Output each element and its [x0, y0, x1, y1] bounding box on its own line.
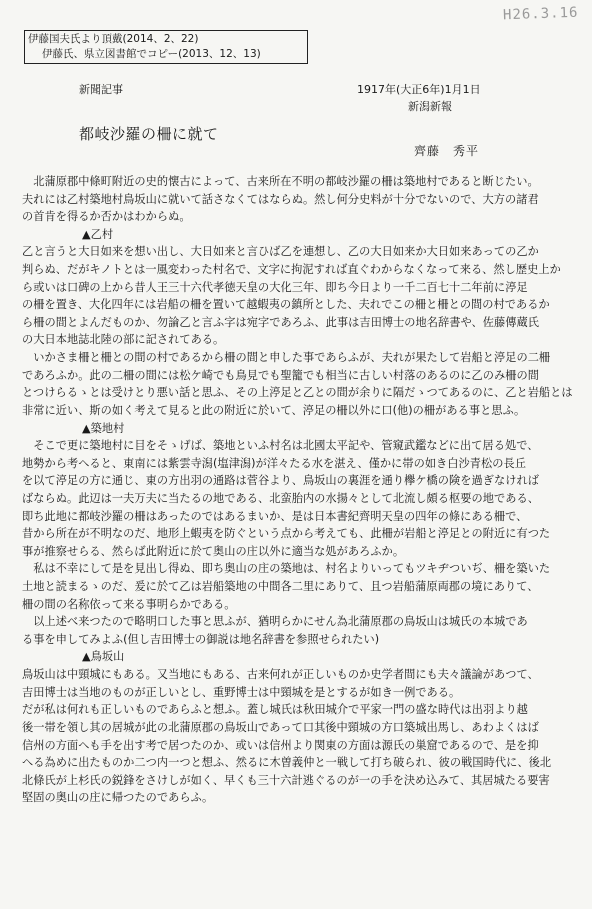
- body-line: 地勢から考へると、東南には紫雲寺潟(塩津潟)が洋々たる水を湛え、僅かに帯の如き白沙青松の長丘: [22, 456, 526, 470]
- body-line: る事を申してみよふ(但し吉田博士の御説は地名辞書を参照せられたい): [22, 632, 380, 646]
- body-line: 非常に近い、斯の如く考えて見ると此の附近に於いて、渟足の柵以外に口(他)の柵がある事と思ふ。: [22, 403, 526, 417]
- body-line: 乙と言うと大日如来を想い出し、大日如来と言ひば乙を連想し、乙の大日如来か大日如来あっての乙か: [22, 245, 539, 259]
- body-line: 昔から所在が不明なのだ、地形上蝦夷を防ぐという点から考えても、此柵が岩船と渟足との附近に有つた: [22, 527, 551, 541]
- provenance-line-2: 伊藤氏、県立図書館でコピー(2013、12、13): [42, 48, 261, 60]
- newspaper-name: 新潟新報: [408, 100, 452, 113]
- body-line: 後一帯を領し其の居城が此の北蒲原郡の鳥坂山であって口其後中頸城の方口築城出馬し、あわよくはば: [22, 720, 539, 734]
- body-line: 事が推察せらる、然らば此附近に於て奥山の庄以外に適当な処があろふか。: [22, 544, 405, 558]
- body-line: ら柵の間とよんだものか、勿論乙と言ふ字は宛字であろふ、此事は吉田博士の地名辞書や、佐藤傳蔵氏: [22, 315, 539, 329]
- body-line: 判らぬ、だがキノトとは一風変わった村名で、文字に拘泥すれば直ぐわからなくなって来る、然し歴史上か: [22, 263, 561, 277]
- body-line: 北蒲原郡中條町附近の史的懐古によって、古来所在不明の都岐沙羅の柵は築地村であると断じたい。: [22, 175, 539, 188]
- body-line: 柵の間の名称依って来る事明らかである。: [22, 597, 236, 611]
- section-heading-otomura: ▲乙村: [82, 227, 114, 241]
- body-line: 土地と読まるゝのだ、爰に於て乙は岩船築地の中間各二里にありて、且つ岩船蒲原両郡の境にありて、: [22, 580, 539, 594]
- body-line: 北條氏が上杉氏の鋭鋒をさけしが如く、早くも三十六計逃ぐるのが一の手を決め込みて、其居城たる要害: [22, 773, 550, 787]
- body-line: 夫れには乙村築地村鳥坂山に就いて話さなくてはならぬ。然し何分史料が十分でないので、大方の諸君: [22, 192, 539, 206]
- body-line: 私は不幸にして是を見出し得ぬ、即ち奥山の庄の築地は、村名よりいってもツキヂついぢ、柵を築いた: [22, 562, 551, 576]
- body-line: ばならぬ。此辺は一夫万夫に当たるの地である、北蛮胎内の水揚々として北流し頗る枢要の地である、: [22, 491, 539, 505]
- body-line: を以て渟足の方に通じ、東の方出羽の通路は菅谷より、鳥坂山の裏涯を通り欅ケ橋の険を過ぎなければ: [22, 474, 539, 488]
- body-line: 即ち此地に都岐沙羅の柵はあったのではあるまいか、是は日本書紀齊明天皇の四年の條にある柵で、: [22, 509, 528, 523]
- section-heading-tsuijimura: ▲築地村: [82, 421, 125, 435]
- article-body: [22, 173, 578, 807]
- body-line: であろふか。此の二柵の間には松ケ崎でも鳥見でも聖籠でも相当に古しい村落のあるのに乙のみ柵の間: [22, 368, 539, 382]
- section-heading-tossakayama: ▲鳥坂山: [82, 650, 125, 664]
- body-line: の首肯を得るか否かはわからぬ。: [22, 210, 191, 224]
- body-line: 以上述べ来つたので略明口した事と思ふが、猶明らかにせん為北蒲原郡の鳥坂山は城氏の本城であ: [22, 615, 528, 629]
- article-author: 齊藤 秀平: [414, 144, 480, 158]
- body-line: いかさま柵と柵との間の村であるから柵の間と申した事であらふが、夫れが果たして岩船と渟足の二柵: [22, 351, 551, 365]
- body-line: 信州の方面へも手を出す考で居つたのか、或いは信州より関東の方面は源氏の巣窟であるので、是を抑: [22, 738, 539, 752]
- body-line: 吉田博士は当地のものが正しいとし、重野博士は中頸城を是とするが如き一例である。: [22, 685, 461, 699]
- body-line: 堅固の奥山の庄に帰つたのであらふ。: [22, 791, 214, 805]
- body-line: の大日本地誌北陸の部に記されてある。: [22, 333, 225, 347]
- article-type-label: 新聞記事: [79, 83, 123, 96]
- body-line: ら或いは口碑の上から昔人王三十六代孝徳天皇の大化三年、即ち今日より一千二百七十二年前に渟足: [22, 280, 528, 294]
- body-line: の柵を置き、大化四年には岩船の柵を置いて越蝦夷の鎮所とした、夫れでこの柵と柵との間の村であるか: [22, 298, 550, 312]
- provenance-box: [24, 30, 308, 64]
- article-title: 都岐沙羅の柵に就て: [79, 125, 219, 143]
- provenance-line-1: 伊藤国夫氏より頂戴(2014、2、22): [28, 33, 199, 45]
- body-line: そこで更に築地村に目をそゝげば、築地といふ村名は北國太平記や、管窺武鑑などに出て居る処で、: [22, 439, 539, 453]
- body-line: へる為めに出たものか二つ内一つと想ふ、然るに木曽義仲と一戦して打ち破られ、彼の戦国時代に、後北: [22, 756, 552, 770]
- article-date: 1917年(大正6年)1月1日: [357, 83, 481, 96]
- body-line: とつけらるゝとは受けとり悪い話と思ふ、その上渟足と乙との間が余りに隔だゝつてあるのに、乙と岩船とは: [22, 386, 573, 400]
- handwritten-date-note: H26.3.16: [502, 4, 579, 24]
- body-line: だが私は何れも正しいものであらふと想ふ。蓋し城氏は秋田城介で平家一門の盛な時代は出羽より越: [22, 703, 528, 717]
- body-line: 鳥坂山は中頸城にもある。又当地にもある、古来何れが正しいものか史学者間にも夫々議論があつて、: [22, 668, 539, 682]
